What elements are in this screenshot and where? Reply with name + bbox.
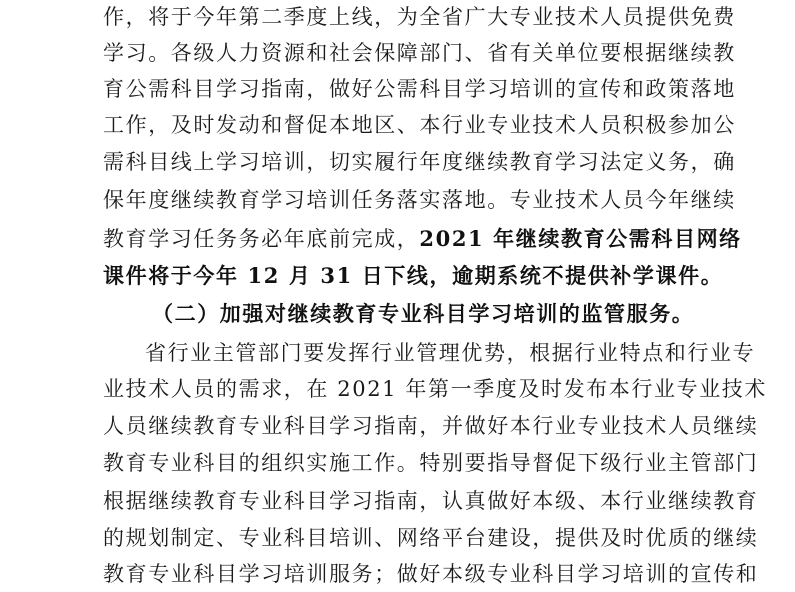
text-line: 人员继续教育专业科目学习指南，并做好本行业专业技术人员继续 xyxy=(103,414,759,438)
text-line: 的规划制定、专业科目培训、网络平台建设，提供及时优质的继续 xyxy=(103,526,759,550)
text-line: 学习。各级人力资源和社会保障部门、省有关单位要根据继续教 xyxy=(103,41,736,65)
text-line xyxy=(103,226,742,252)
text-line: 需科目线上学习培训，切实履行年度继续教育学习法定义务，确 xyxy=(103,150,736,174)
text-line: 教育专业科目学习培训服务；做好本级专业科目学习培训的宣传和 xyxy=(103,562,759,586)
text-line: 教育专业科目的组织实施工作。特别要指导督促下级行业主管部门 xyxy=(103,451,759,475)
text-line: 育公需科目学习指南，做好公需科目学习培训的宣传和政策落地 xyxy=(103,77,736,101)
text-line: 省行业主管部门要发挥行业管理优势，根据行业特点和行业专 xyxy=(145,341,756,365)
text-line: 保年度继续教育学习培训任务落实落地。专业技术人员今年继续 xyxy=(103,188,736,212)
text-line: 业技术人员的需求，在 2021 年第一季度及时发布本行业专业技术 xyxy=(103,377,767,401)
text-segment: 教育学习任务务必年底前完成， xyxy=(103,227,420,251)
text-line: 工作，及时发动和督促本地区、本行业专业技术人员积极参加公 xyxy=(103,113,736,137)
section-heading: （二）加强对继续教育专业科目学习培训的监管服务。 xyxy=(152,301,695,326)
text-line: 根据继续教育专业科目学习指南，认真做好本级、本行业继续教育 xyxy=(103,489,759,513)
bold-text-segment: 2021 年继续教育公需科目网络 xyxy=(419,226,742,251)
text-line: 作，将于今年第二季度上线，为全省广大专业技术人员提供免费 xyxy=(103,5,736,29)
bold-text-line: 课件将于今年 12 月 31 日下线，逾期系统不提供补学课件。 xyxy=(103,263,724,288)
